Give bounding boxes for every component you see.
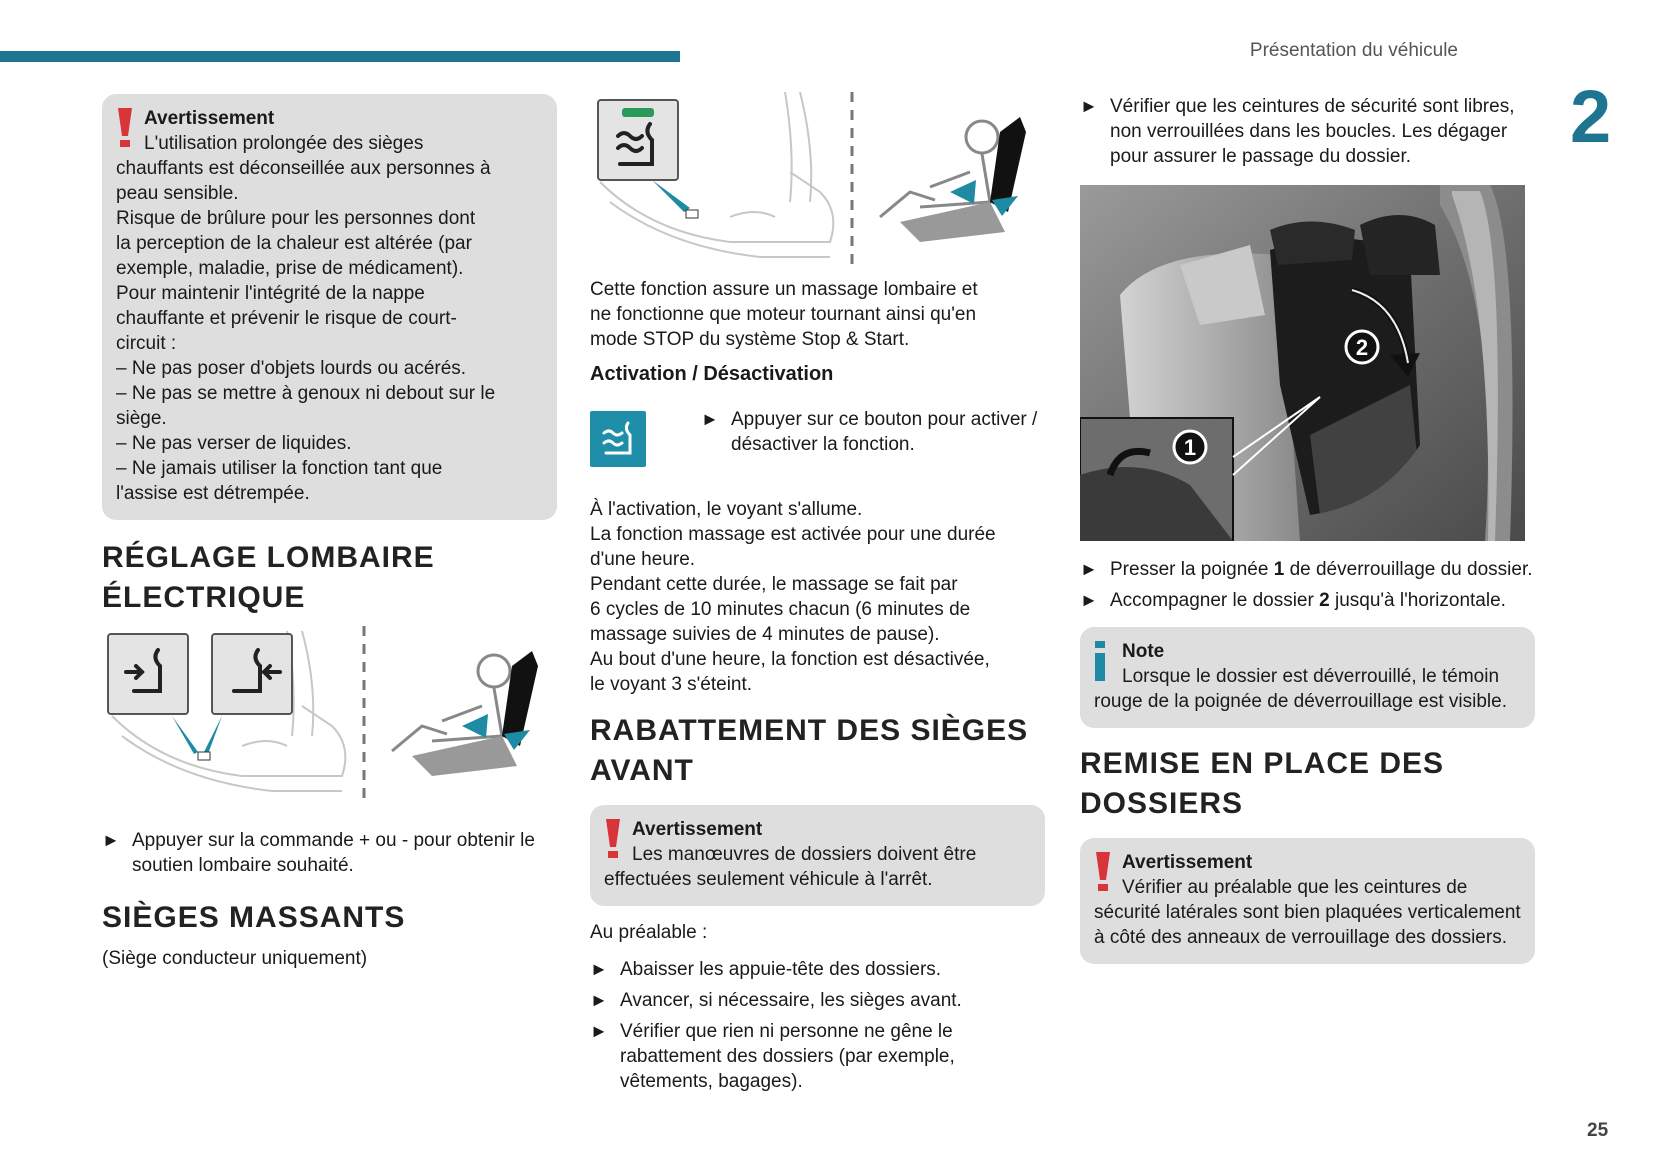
heading-fold-line1: RABATTEMENT DES SIÈGES xyxy=(590,714,1029,747)
prelim-step xyxy=(590,1019,1045,1094)
bullet-arrow-icon: ► xyxy=(590,990,608,1010)
warning-line: – Ne pas verser de liquides. xyxy=(116,433,352,454)
accompany-backrest-step xyxy=(1080,588,1535,613)
note-box xyxy=(1080,627,1535,728)
prelim-step xyxy=(590,988,1045,1013)
section-title: Présentation du véhicule xyxy=(1249,40,1458,61)
bullet-arrow-icon: ► xyxy=(1080,96,1098,116)
bullet-arrow-icon: ► xyxy=(590,959,608,979)
press-handle-text-b: de déverrouillage du dossier. xyxy=(1284,559,1533,580)
massage-illustration xyxy=(590,92,1045,267)
warning-line: peau sensible. xyxy=(116,183,239,204)
massage-detail-line: À l'activation, le voyant s'allume. xyxy=(590,499,863,520)
heading-reset-line1: REMISE EN PLACE DES xyxy=(1080,747,1445,780)
heading-fold-line2: AVANT xyxy=(590,754,694,787)
heading-activation: Activation / Désactivation xyxy=(590,363,834,385)
prelim-step-text: Abaisser les appuie-tête des dossiers. xyxy=(620,959,942,980)
massage-note: (Siège conducteur uniquement) xyxy=(102,948,368,969)
massage-detail-line: le voyant 3 s'éteint. xyxy=(590,674,753,695)
accompany-callout-number: 2 xyxy=(1319,590,1330,611)
warning-title: Avertissement xyxy=(632,819,763,840)
warning-icon xyxy=(116,108,134,148)
heading-lumbar-line1: RÉGLAGE LOMBAIRE xyxy=(102,541,435,574)
info-icon xyxy=(1092,641,1108,681)
warning-line: siège. xyxy=(116,408,167,429)
activation-step xyxy=(701,407,1045,467)
lumbar-step xyxy=(102,828,557,878)
massage-intro-line: Cette fonction assure un massage lombaire et xyxy=(590,279,978,300)
press-handle-callout-number: 1 xyxy=(1273,559,1285,580)
massage-detail-line: Pendant cette durée, le massage se fait par xyxy=(590,574,958,595)
warning-line: l'assise est détrempée. xyxy=(116,483,310,504)
massage-detail-line: 6 cycles de 10 minutes chacun (6 minutes de xyxy=(590,599,971,620)
callout-1: 1 xyxy=(1183,435,1197,460)
warning-icon xyxy=(604,819,622,859)
callout-2: 2 xyxy=(1355,335,1369,360)
note-title: Note xyxy=(1122,641,1165,662)
prelim-step xyxy=(590,957,1045,982)
activation-step-text: Appuyer sur ce bouton pour activer / désactiver la fonction. xyxy=(731,409,1038,455)
massage-detail-line: massage suivies de 4 minutes de pause). xyxy=(590,624,940,645)
bullet-arrow-icon: ► xyxy=(102,830,120,850)
warning-line: L'utilisation prolongée des sièges xyxy=(144,133,424,154)
bullet-arrow-icon: ► xyxy=(701,409,719,429)
column-3 xyxy=(1080,94,1535,964)
warning-icon xyxy=(1094,852,1112,892)
warning-title: Avertissement xyxy=(144,108,275,129)
bullet-arrow-icon: ► xyxy=(1080,590,1098,610)
accompany-text-a: Accompagner le dossier xyxy=(1110,590,1320,611)
massage-intro-line: ne fonctionne que moteur tournant ainsi qu'en xyxy=(590,304,977,325)
heading-massage: SIÈGES MASSANTS xyxy=(102,901,406,934)
check-belts-text: Vérifier que les ceintures de sécurité sont libres, non verrouillées dans les boucles. Les dégager pour assurer le passage du dossier. xyxy=(1110,96,1515,167)
heading-fold-front xyxy=(590,711,1045,791)
massage-button-icon[interactable] xyxy=(590,411,646,467)
warning-line: Pour maintenir l'intégrité de la nappe xyxy=(116,283,425,304)
column-1 xyxy=(102,94,557,971)
page-number: 25 xyxy=(1587,1120,1609,1141)
warning-line: – Ne pas se mettre à genoux ni debout sur le xyxy=(116,383,496,404)
heading-reset-backrests xyxy=(1080,744,1535,824)
heading-lumbar-line2: ÉLECTRIQUE xyxy=(102,581,306,614)
massage-detail-line: d'une heure. xyxy=(590,549,696,570)
bullet-arrow-icon: ► xyxy=(1080,559,1098,579)
press-handle-text-a: Presser la poignée xyxy=(1110,559,1274,580)
warning-line: circuit : xyxy=(116,333,177,354)
accompany-backrest-text xyxy=(1110,588,1506,613)
chapter-bar xyxy=(0,51,680,62)
lumbar-adjustment-illustration xyxy=(102,626,557,806)
prelim-step-text: Avancer, si nécessaire, les sièges avant. xyxy=(620,990,962,1011)
warning-title: Avertissement xyxy=(1122,852,1253,873)
massage-detail-line: Au bout d'une heure, la fonction est désactivée, xyxy=(590,649,990,670)
warning-line: – Ne pas poser d'objets lourds ou acérés. xyxy=(116,358,467,379)
warning-box-reset xyxy=(1080,838,1535,964)
note-text: Lorsque le dossier est déverrouillé, le témoin rouge de la poignée de déverrouillage est visible. xyxy=(1094,666,1507,712)
warning-box-fold xyxy=(590,805,1045,906)
check-belts-step xyxy=(1080,94,1535,169)
press-handle-text xyxy=(1110,557,1533,582)
warning-line: chauffante et prévenir le risque de court- xyxy=(116,308,457,329)
rear-seat-photo xyxy=(1080,185,1525,541)
massage-intro-line: mode STOP du système Stop & Start. xyxy=(590,329,910,350)
warning-line: exemple, maladie, prise de médicament). xyxy=(116,258,464,279)
massage-detail-line: La fonction massage est activée pour une durée xyxy=(590,524,996,545)
warning-line: la perception de la chaleur est altérée (par xyxy=(116,233,472,254)
warning-line: chauffants est déconseillée aux personnes à xyxy=(116,158,491,179)
heading-lumbar xyxy=(102,538,557,618)
lumbar-step-text: Appuyer sur la commande + ou - pour obtenir le soutien lombaire souhaité. xyxy=(132,830,535,876)
chapter-number: 2 xyxy=(1570,75,1612,158)
warning-line: – Ne jamais utiliser la fonction tant que xyxy=(116,458,443,479)
warning-line: Risque de brûlure pour les personnes dont xyxy=(116,208,476,229)
warning-text: Vérifier au préalable que les ceintures de sécurité latérales sont bien plaquées verticalement à côté des anneaux de verrouillage des dossiers. xyxy=(1094,877,1521,948)
accompany-text-b: jusqu'à l'horizontale. xyxy=(1329,590,1506,611)
warning-text: Les manœuvres de dossiers doivent être effectuées seulement véhicule à l'arrêt. xyxy=(604,844,977,890)
bullet-arrow-icon: ► xyxy=(590,1021,608,1041)
heading-reset-line2: DOSSIERS xyxy=(1080,787,1244,820)
prelim-step-text: Vérifier que rien ni personne ne gêne le rabattement des dossiers (par exemple, vêtements, bagages). xyxy=(620,1021,955,1092)
column-2 xyxy=(590,94,1045,1094)
prelim-label: Au préalable : xyxy=(590,922,708,943)
warning-box-heated-seats xyxy=(102,94,557,520)
press-handle-step xyxy=(1080,557,1535,582)
